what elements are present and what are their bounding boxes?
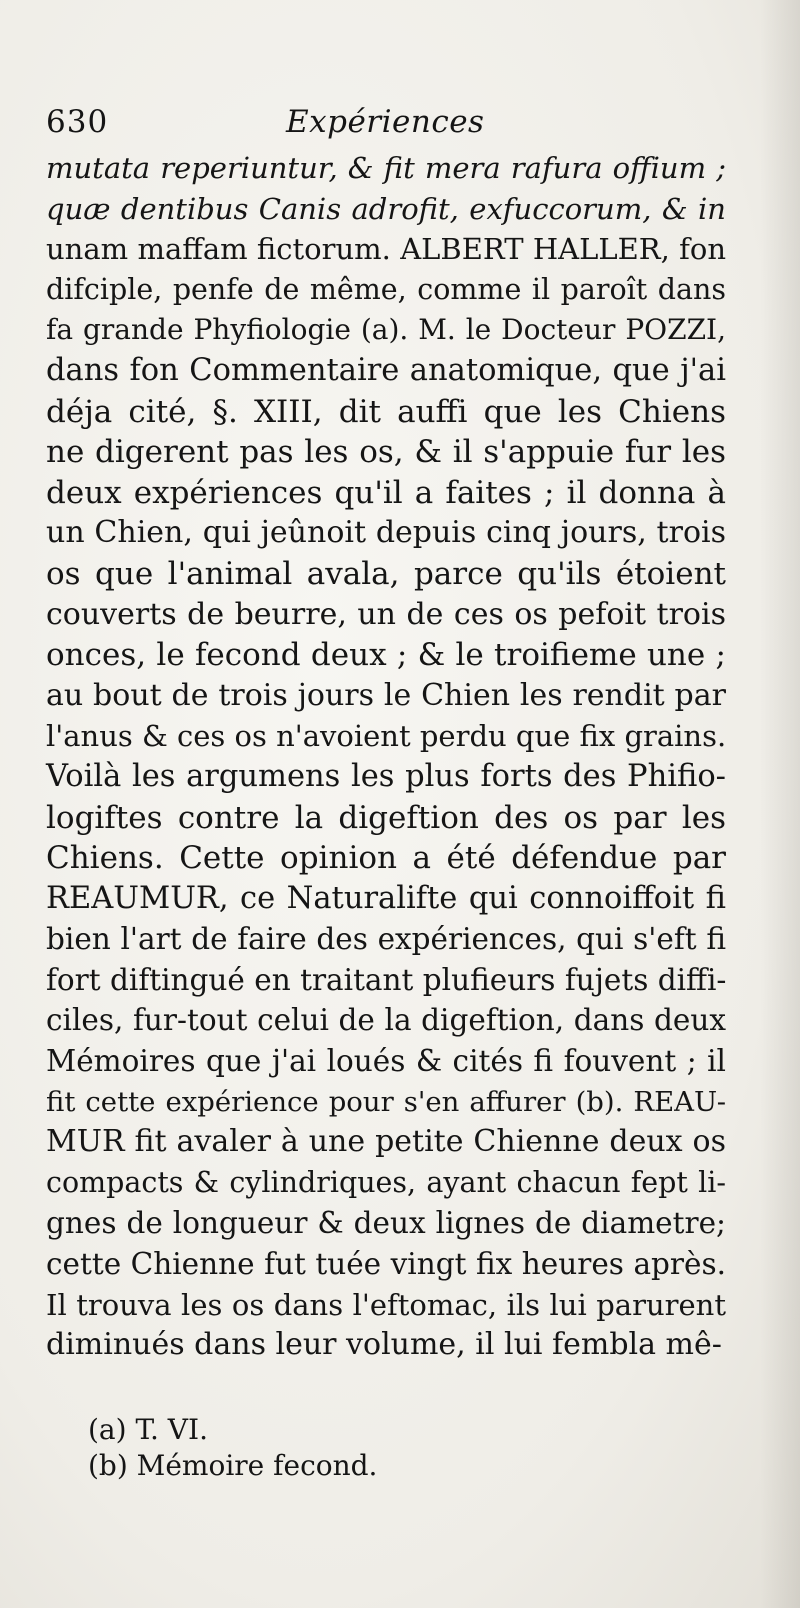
- text-line: fit cette expérience pour s'en affurer (b). REAU-: [46, 1085, 726, 1118]
- page-number: 630: [46, 104, 109, 140]
- text-line: Il trouva les os dans l'eftomac, ils lui parurent: [46, 1287, 726, 1322]
- text-line: bien l'art de faire des expériences, qui s'eft fi: [46, 922, 726, 957]
- text-line: deux expériences qu'il a faites ; il donna à: [46, 474, 726, 511]
- text-line: ciles, fur-tout celui de la digeftion, dans deux: [46, 1003, 726, 1038]
- text-line: Chiens. Cette opinion a été défendue par: [46, 840, 726, 877]
- footnote-b: (b) Mémoire fecond.: [88, 1449, 378, 1482]
- page-edge-shadow: [760, 0, 800, 1608]
- text-line: couverts de beurre, un de ces os pefoit trois: [46, 596, 726, 632]
- text-line: gnes de longueur & deux lignes de diametre;: [46, 1206, 726, 1241]
- text-line: un Chien, qui jeûnoit depuis cinq jours, trois: [46, 515, 726, 551]
- text-line: Mémoires que j'ai loués & cités fi fouvent ; il: [46, 1044, 726, 1079]
- text-line: difciple, penfe de même, comme il paroît dans: [46, 272, 726, 306]
- footnote-a: (a) T. VI.: [88, 1413, 208, 1446]
- text-line: MUR fit avaler à une petite Chienne deux os: [46, 1124, 726, 1160]
- text-line: diminués dans leur volume, il lui fembla mê-: [46, 1327, 722, 1363]
- text-line: unam maffam fictorum. ALBERT HALLER, fon: [46, 232, 726, 267]
- text-line: mutata reperiuntur, & fit mera rafura offium ;: [46, 151, 726, 185]
- text-line: logiftes contre la digeftion des os par les: [46, 799, 726, 836]
- text-line: os que l'animal avala, parce qu'ils étoient: [46, 555, 726, 592]
- text-line: l'anus & ces os n'avoient perdu que fix grains.: [46, 719, 727, 754]
- text-line: déja cité, §. XIII, dit auffi que les Chiens: [46, 393, 726, 430]
- body-text: [46, 148, 726, 1366]
- running-title: Expériences: [286, 104, 485, 140]
- text-line: compacts & cylindriques, ayant chacun fept li-: [46, 1165, 726, 1199]
- text-line: ne digerent pas les os, & il s'appuie fur les: [46, 434, 726, 471]
- text-line: fort diftingué en traitant plufieurs fujets diffi-: [46, 962, 727, 997]
- text-line: dans fon Commentaire anatomique, que j'ai: [46, 352, 726, 388]
- text-line: quæ dentibus Canis adrofit, exfuccorum, & in: [46, 191, 726, 226]
- text-line: onces, le fecond deux ; & le troifieme une ;: [46, 637, 726, 674]
- text-line: fa grande Phyfiologie (a). M. le Docteur POZZI,: [46, 313, 726, 347]
- page-header: [46, 104, 726, 150]
- text-line: REAUMUR, ce Naturalifte qui connoiffoit fi: [46, 880, 726, 916]
- text-line: Voilà les argumens les plus forts des Phifio-: [46, 758, 726, 794]
- text-line: au bout de trois jours le Chien les rendit par: [46, 677, 726, 713]
- footnotes: [88, 1412, 488, 1484]
- text-line: cette Chienne fut tuée vingt fix heures après.: [46, 1247, 726, 1282]
